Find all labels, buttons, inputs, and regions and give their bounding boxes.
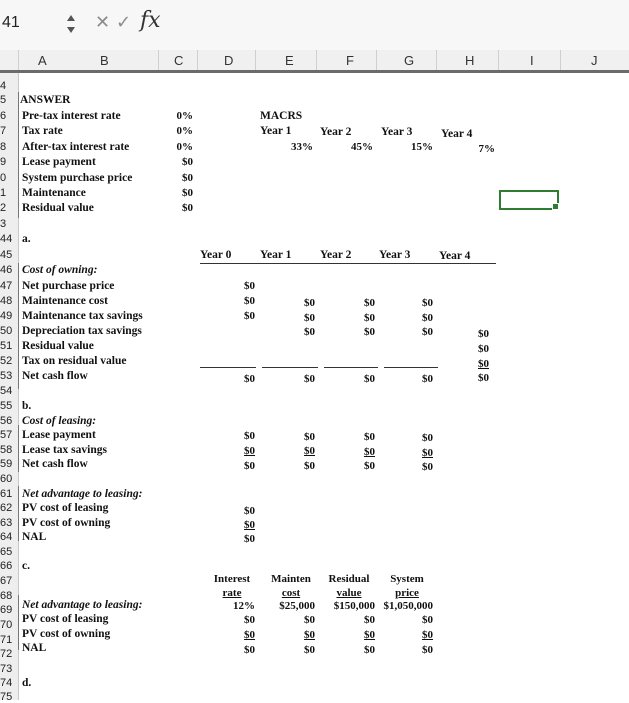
net-cash-flow-a-label: Net cash flow: [22, 370, 88, 382]
macrs-year2-label: Year 2: [320, 126, 352, 138]
depr-tax-savings-y4[interactable]: $0: [478, 328, 489, 340]
row-number[interactable]: 8: [0, 141, 7, 153]
col-header-e[interactable]: E: [285, 53, 294, 68]
system-price-value[interactable]: $0: [182, 172, 193, 184]
col-separator: [255, 50, 256, 72]
depr-tax-savings-y1[interactable]: $0: [304, 326, 315, 338]
sum-rule-y1: [262, 367, 318, 368]
maint-tax-savings-y3[interactable]: $0: [422, 312, 433, 324]
sens-base-residual[interactable]: $150,000: [333, 600, 375, 612]
net-cash-flow-a-y3[interactable]: $0: [422, 373, 433, 385]
maint-tax-savings-label: Maintenance tax savings: [22, 310, 143, 322]
sens-pv-owning-maint[interactable]: $0: [304, 629, 315, 641]
row-number[interactable]: 6: [0, 110, 7, 122]
col-header-g[interactable]: G: [404, 53, 415, 68]
row-number[interactable]: 4: [0, 80, 7, 92]
pretax-rate-value[interactable]: 0%: [176, 110, 193, 122]
lease-tax-savings-y1[interactable]: $0: [304, 445, 315, 457]
tax-on-residual-label: Tax on residual value: [22, 355, 127, 367]
row-number[interactable]: 72: [0, 648, 13, 660]
row-number[interactable]: 60: [0, 473, 13, 485]
year0-header: Year 0: [200, 249, 232, 261]
row-number[interactable]: 74: [0, 677, 13, 689]
sens-pv-leasing-price[interactable]: $0: [422, 614, 433, 626]
year3-header: Year 3: [379, 249, 411, 261]
sens-pv-leasing-residual[interactable]: $0: [364, 614, 375, 626]
lease-payment-y0[interactable]: $0: [244, 430, 255, 442]
sum-rule-y3: [384, 367, 438, 368]
sens-nal-maint[interactable]: $0: [304, 644, 315, 656]
year-header-underline: [200, 263, 496, 264]
net-cash-flow-b-y3[interactable]: $0: [422, 461, 433, 473]
part-d-label: d.: [22, 677, 32, 689]
sens-nal-interest[interactable]: $0: [244, 644, 255, 656]
row-number[interactable]: 57: [0, 429, 13, 441]
row-number[interactable]: 56: [0, 415, 13, 427]
macrs-year4-label: Year 4: [441, 128, 473, 140]
sens-base-price[interactable]: $1,050,000: [383, 600, 433, 612]
cost-of-leasing-label: Cost of leasing:: [22, 415, 97, 427]
net-cash-flow-b-y2[interactable]: $0: [364, 460, 375, 472]
lease-payment-b-label: Lease payment: [22, 429, 96, 441]
maint-tax-savings-y0[interactable]: $0: [244, 310, 255, 322]
sens-interest-header-2: rate: [222, 587, 242, 599]
row-number[interactable]: 1: [0, 187, 7, 199]
col-separator: [316, 50, 317, 72]
net-cash-flow-b-y1[interactable]: $0: [304, 460, 315, 472]
net-advantage-b-label: Net advantage to leasing:: [22, 488, 143, 500]
row-number[interactable]: 75: [0, 691, 13, 703]
tax-on-residual-y4[interactable]: $0: [478, 358, 489, 370]
pv-leasing-c-label: PV cost of leasing: [22, 613, 109, 625]
pv-leasing-label: PV cost of leasing: [22, 502, 109, 514]
nal-b-value[interactable]: $0: [244, 533, 255, 545]
net-purchase-price-y0[interactable]: $0: [244, 280, 255, 292]
function-icon[interactable]: fx: [140, 8, 161, 33]
label-border: [18, 425, 19, 472]
row-number[interactable]: 3: [0, 218, 7, 230]
row-number[interactable]: 46: [0, 264, 13, 276]
label-border: [18, 263, 19, 389]
lease-payment-y1[interactable]: $0: [304, 431, 315, 443]
sens-pv-owning-residual[interactable]: $0: [364, 629, 375, 641]
part-a-label: a.: [22, 233, 31, 245]
year1-header: Year 1: [260, 249, 292, 261]
depr-tax-savings-y3[interactable]: $0: [422, 326, 433, 338]
lease-payment-label: Lease payment: [22, 156, 96, 168]
macrs-title: MACRS: [260, 110, 303, 122]
row-number[interactable]: 55: [0, 400, 13, 412]
sens-nal-residual[interactable]: $0: [364, 644, 375, 656]
row-number[interactable]: 44: [0, 233, 13, 245]
macrs-year4-rate[interactable]: 7%: [478, 143, 495, 155]
col-header-i[interactable]: I: [530, 53, 534, 68]
pv-owning-label: PV cost of owning: [22, 517, 111, 529]
row-number[interactable]: 45: [0, 249, 13, 261]
label-border: [18, 92, 19, 218]
row-number[interactable]: 67: [0, 575, 13, 587]
row-number[interactable]: 71: [0, 634, 13, 646]
row-number[interactable]: 53: [0, 370, 13, 382]
row-number[interactable]: 54: [0, 385, 13, 397]
sens-pv-leasing-maint[interactable]: $0: [304, 614, 315, 626]
sens-interest-header: Interest: [213, 573, 251, 585]
lease-payment-y3[interactable]: $0: [422, 432, 433, 444]
maintenance-cost-y3[interactable]: $0: [422, 297, 433, 309]
depr-tax-savings-y2[interactable]: $0: [364, 326, 375, 338]
year2-header: Year 2: [320, 249, 352, 261]
cancel-icon[interactable]: ✕: [95, 12, 111, 33]
maint-tax-savings-y2[interactable]: $0: [364, 312, 375, 324]
enter-check-icon[interactable]: ✓: [116, 12, 132, 33]
row-number[interactable]: 2: [0, 202, 7, 214]
answer-label: ANSWER: [20, 94, 71, 106]
aftertax-rate-value[interactable]: 0%: [176, 141, 193, 153]
aftertax-rate-label: After-tax interest rate: [22, 141, 130, 153]
macrs-year3-rate[interactable]: 15%: [411, 141, 433, 153]
sens-maint-header: Mainten: [271, 573, 311, 585]
net-cash-flow-b-label: Net cash flow: [22, 458, 88, 470]
system-price-label: System purchase price: [22, 172, 133, 184]
row-number[interactable]: 48: [0, 295, 13, 307]
lease-payment-y2[interactable]: $0: [364, 431, 375, 443]
row-number[interactable]: 7: [0, 125, 7, 137]
maintenance-cost-y2[interactable]: $0: [364, 297, 375, 309]
sum-rule-y0: [200, 367, 256, 368]
net-advantage-c-label: Net advantage to leasing:: [22, 599, 143, 611]
net-purchase-price-label: Net purchase price: [22, 280, 115, 292]
label-border: [18, 595, 19, 650]
sens-price-header: System: [390, 573, 424, 585]
part-b-label: b.: [22, 400, 32, 412]
row-number[interactable]: 63: [0, 517, 13, 529]
sens-pv-owning-interest[interactable]: $0: [244, 629, 255, 641]
depr-tax-savings-label: Depreciation tax savings: [22, 325, 142, 337]
sens-residual-header-2: value: [336, 587, 362, 599]
row-number[interactable]: 64: [0, 531, 13, 543]
net-cash-flow-a-y0[interactable]: $0: [244, 373, 255, 385]
pv-owning-c-label: PV cost of owning: [22, 628, 111, 640]
residual-value-y4[interactable]: $0: [478, 343, 489, 355]
fill-handle[interactable]: [552, 203, 559, 210]
col-header-h[interactable]: H: [465, 53, 475, 68]
row-number[interactable]: 49: [0, 310, 13, 322]
residual-value-a-label: Residual value: [22, 340, 94, 352]
lease-tax-savings-label: Lease tax savings: [22, 444, 107, 456]
maintenance-cost-label: Maintenance cost: [22, 295, 108, 307]
lease-payment-value[interactable]: $0: [182, 156, 193, 168]
sens-pv-owning-price[interactable]: $0: [422, 629, 433, 641]
col-header-f[interactable]: F: [346, 53, 354, 68]
sens-nal-price[interactable]: $0: [422, 644, 433, 656]
pv-owning-value[interactable]: $0: [244, 519, 255, 531]
col-separator: [436, 50, 437, 72]
row-number[interactable]: 50: [0, 325, 13, 337]
row-number[interactable]: 65: [0, 546, 13, 558]
year4-header: Year 4: [439, 250, 471, 262]
maintenance-cost-y0[interactable]: $0: [244, 295, 255, 307]
macrs-year1-rate[interactable]: 33%: [291, 141, 313, 153]
net-cash-flow-a-y4[interactable]: $0: [478, 372, 489, 384]
cost-of-owning-label: Cost of owning:: [22, 264, 98, 276]
row-number[interactable]: 5: [0, 94, 7, 106]
lease-tax-savings-y2[interactable]: $0: [364, 446, 375, 458]
pv-leasing-value[interactable]: $0: [244, 505, 255, 517]
maintenance-label: Maintenance: [22, 187, 86, 199]
maint-tax-savings-y1[interactable]: $0: [304, 312, 315, 324]
sens-maint-header-2: cost: [281, 587, 301, 599]
maintenance-value[interactable]: $0: [182, 187, 193, 199]
row-number[interactable]: 0: [0, 172, 7, 184]
sens-pv-leasing-interest[interactable]: $0: [244, 614, 255, 626]
net-cash-flow-a-y1[interactable]: $0: [304, 373, 315, 385]
row-number[interactable]: 51: [0, 340, 13, 352]
nal-c-label: NAL: [22, 642, 47, 654]
col-separator: [18, 50, 19, 72]
tax-rate-value[interactable]: 0%: [176, 125, 193, 137]
stepper-icon[interactable]: [66, 12, 76, 36]
frozen-pane-divider: [0, 70, 629, 73]
col-separator: [197, 50, 198, 72]
sum-rule-y2: [324, 367, 378, 368]
row-number[interactable]: 59: [0, 458, 13, 470]
nal-b-label: NAL: [22, 531, 47, 543]
residual-value-label: Residual value: [22, 202, 94, 214]
net-cash-flow-a-y2[interactable]: $0: [364, 373, 375, 385]
macrs-year3-label: Year 3: [381, 126, 413, 138]
lease-tax-savings-y3[interactable]: $0: [422, 447, 433, 459]
label-border: [18, 486, 19, 541]
row-number[interactable]: 61: [0, 488, 13, 500]
col-separator: [560, 50, 561, 72]
macrs-year2-rate[interactable]: 45%: [351, 141, 373, 153]
part-c-label: c.: [22, 560, 30, 572]
lease-tax-savings-y0[interactable]: $0: [244, 445, 255, 457]
sens-price-header-2: price: [395, 587, 419, 599]
tax-rate-label: Tax rate: [22, 125, 63, 137]
col-header-c[interactable]: C: [174, 53, 184, 68]
row-number[interactable]: 70: [0, 619, 13, 631]
col-header-d[interactable]: D: [224, 53, 234, 68]
name-box[interactable]: 41: [2, 14, 20, 31]
active-cell-selection[interactable]: [499, 190, 559, 210]
col-header-j[interactable]: J: [591, 53, 598, 68]
pretax-rate-label: Pre-tax interest rate: [22, 110, 121, 122]
col-separator: [158, 50, 159, 72]
row-number[interactable]: 68: [0, 590, 13, 602]
row-number[interactable]: 47: [0, 280, 13, 292]
col-header-a[interactable]: A: [38, 53, 47, 68]
sens-residual-header: Residual: [328, 573, 370, 585]
maintenance-cost-y1[interactable]: $0: [304, 297, 315, 309]
sens-base-maint[interactable]: $25,000: [279, 600, 315, 612]
row-number[interactable]: 66: [0, 560, 13, 572]
row-number[interactable]: 58: [0, 444, 13, 456]
row-number[interactable]: 69: [0, 604, 13, 616]
macrs-year1-label: Year 1: [260, 125, 292, 137]
net-cash-flow-b-y0[interactable]: $0: [244, 460, 255, 472]
col-separator: [376, 50, 377, 72]
row-number[interactable]: 52: [0, 355, 13, 367]
residual-value-value[interactable]: $0: [182, 202, 193, 214]
col-header-b[interactable]: B: [100, 53, 109, 68]
row-number[interactable]: 62: [0, 502, 13, 514]
row-number[interactable]: 73: [0, 663, 13, 675]
col-separator: [498, 50, 499, 72]
row-number[interactable]: 9: [0, 156, 7, 168]
sens-base-interest[interactable]: 12%: [233, 600, 255, 612]
